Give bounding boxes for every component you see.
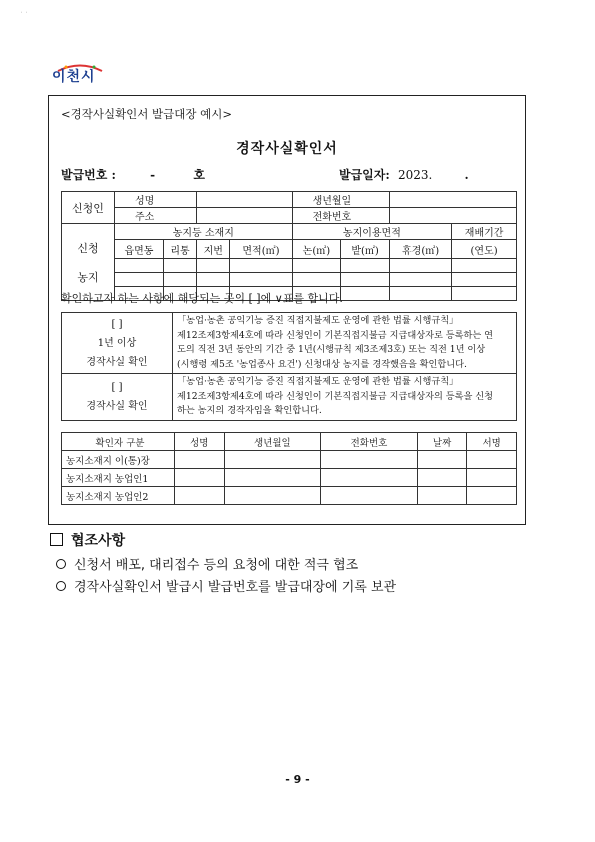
logo-text: 이천시 [52,69,96,85]
row-label: 농지소재지 이(통)장 [62,451,175,469]
col-ritong: 리통 [163,240,196,259]
list-item: 신청서 배포, 대리접수 등의 요청에 대한 적극 협조 [56,554,358,573]
applicant-label: 신청인 [62,192,115,224]
period-unit: (연도) [452,240,517,259]
header-confirmer: 확인자 구분 [62,433,175,451]
usage-header: 농지이용면적 [292,224,452,240]
table-row [62,487,517,505]
issue-number [61,166,205,183]
certificate-frame [48,95,526,525]
header-date: 날짜 [417,433,467,451]
confirm-row1-text: 「농업·농촌 공익기능 증진 직접지불제도 운영에 관한 법률 시행규칙」 제12조제3항제4호에 따라 신청인이 기본직접지불금 지급대상자로 등록하는 연 도의 직전 3년 동안의 기간 중 1년(시행규칙 제3조제3호) 또는 직전 1년 이상 (시행령 제5조 '농업종사 요건') 신청대상 농지를 경작했음을 확인합니다. [173,313,517,374]
address-value [197,208,292,224]
circle-bullet-icon [56,581,66,591]
circle-bullet-icon [56,559,66,569]
city-logo [48,62,114,90]
row-label: 농지소재지 농업인2 [62,487,175,505]
cooperation-title: 협조사항 [71,533,126,549]
col-eupmyeondong: 읍면동 [115,240,164,259]
issue-date-label: 발급일자: [339,168,390,182]
issue-date-dot: . [464,168,469,182]
issue-number-dash: - [150,168,156,182]
checkbox-square-icon [50,533,63,546]
birth-value [389,192,516,208]
address-label: 주소 [115,208,197,224]
check-note: 확인하고자 하는 사항에 해당되는 곳의 [ ]에 ∨표를 합니다. [61,292,343,305]
cooperation-heading [50,530,125,550]
applicant-table [61,191,517,301]
issue-number-ho: 호 [193,168,205,182]
col-paddy: 논(㎡) [292,240,341,259]
header-name: 성명 [175,433,225,451]
header-birth: 생년월일 [224,433,321,451]
birth-label: 생년월일 [292,192,389,208]
table-row [62,451,517,469]
phone-value [389,208,516,224]
confirm-row2-label: [ ] 경작사실 확인 [62,374,173,421]
farm-row [62,259,517,273]
phone-label: 전화번호 [292,208,389,224]
name-label: 성명 [115,192,197,208]
period-header: 재배기간 [452,224,517,240]
name-value [197,192,292,208]
header-phone: 전화번호 [321,433,418,451]
scan-dots: ˙ ˙ [20,12,28,19]
caption: <경작사실확인서 발급대장 예시> [61,107,232,121]
row-label: 농지소재지 농업인1 [62,469,175,487]
document-title: 경작사실확인서 [236,141,338,157]
issue-number-label: 발급번호 : [61,168,116,182]
table-row [62,469,517,487]
col-fallow: 휴경(㎡) [389,240,451,259]
list-item: 경작사실확인서 발급시 발급번호를 발급대장에 기록 보관 [56,576,396,595]
col-jibeon: 지번 [197,240,230,259]
header-signature: 서명 [467,433,517,451]
location-header: 농지등 소재지 [115,224,293,240]
farm-label: 신청 농지 [62,224,115,301]
page-number: - 9 - [285,773,310,786]
col-area: 면적(㎡) [230,240,292,259]
col-field: 밭(㎡) [341,240,390,259]
confirmer-table [61,432,517,505]
issue-date [339,166,469,183]
confirm-table [61,312,517,421]
issue-date-value: 2023. [398,168,433,182]
farm-row [62,273,517,287]
confirm-row1-label: [ ] 1년 이상 경작사실 확인 [62,313,173,374]
confirm-row2-text: 「농업·농촌 공익기능 증진 직접지불제도 운영에 관한 법률 시행규칙」 제12조제3항제4호에 따라 신청인이 기본직접지불금 지급대상자의 등록을 신청 하는 농지의 경작자임을 확인합니다. [173,374,517,421]
